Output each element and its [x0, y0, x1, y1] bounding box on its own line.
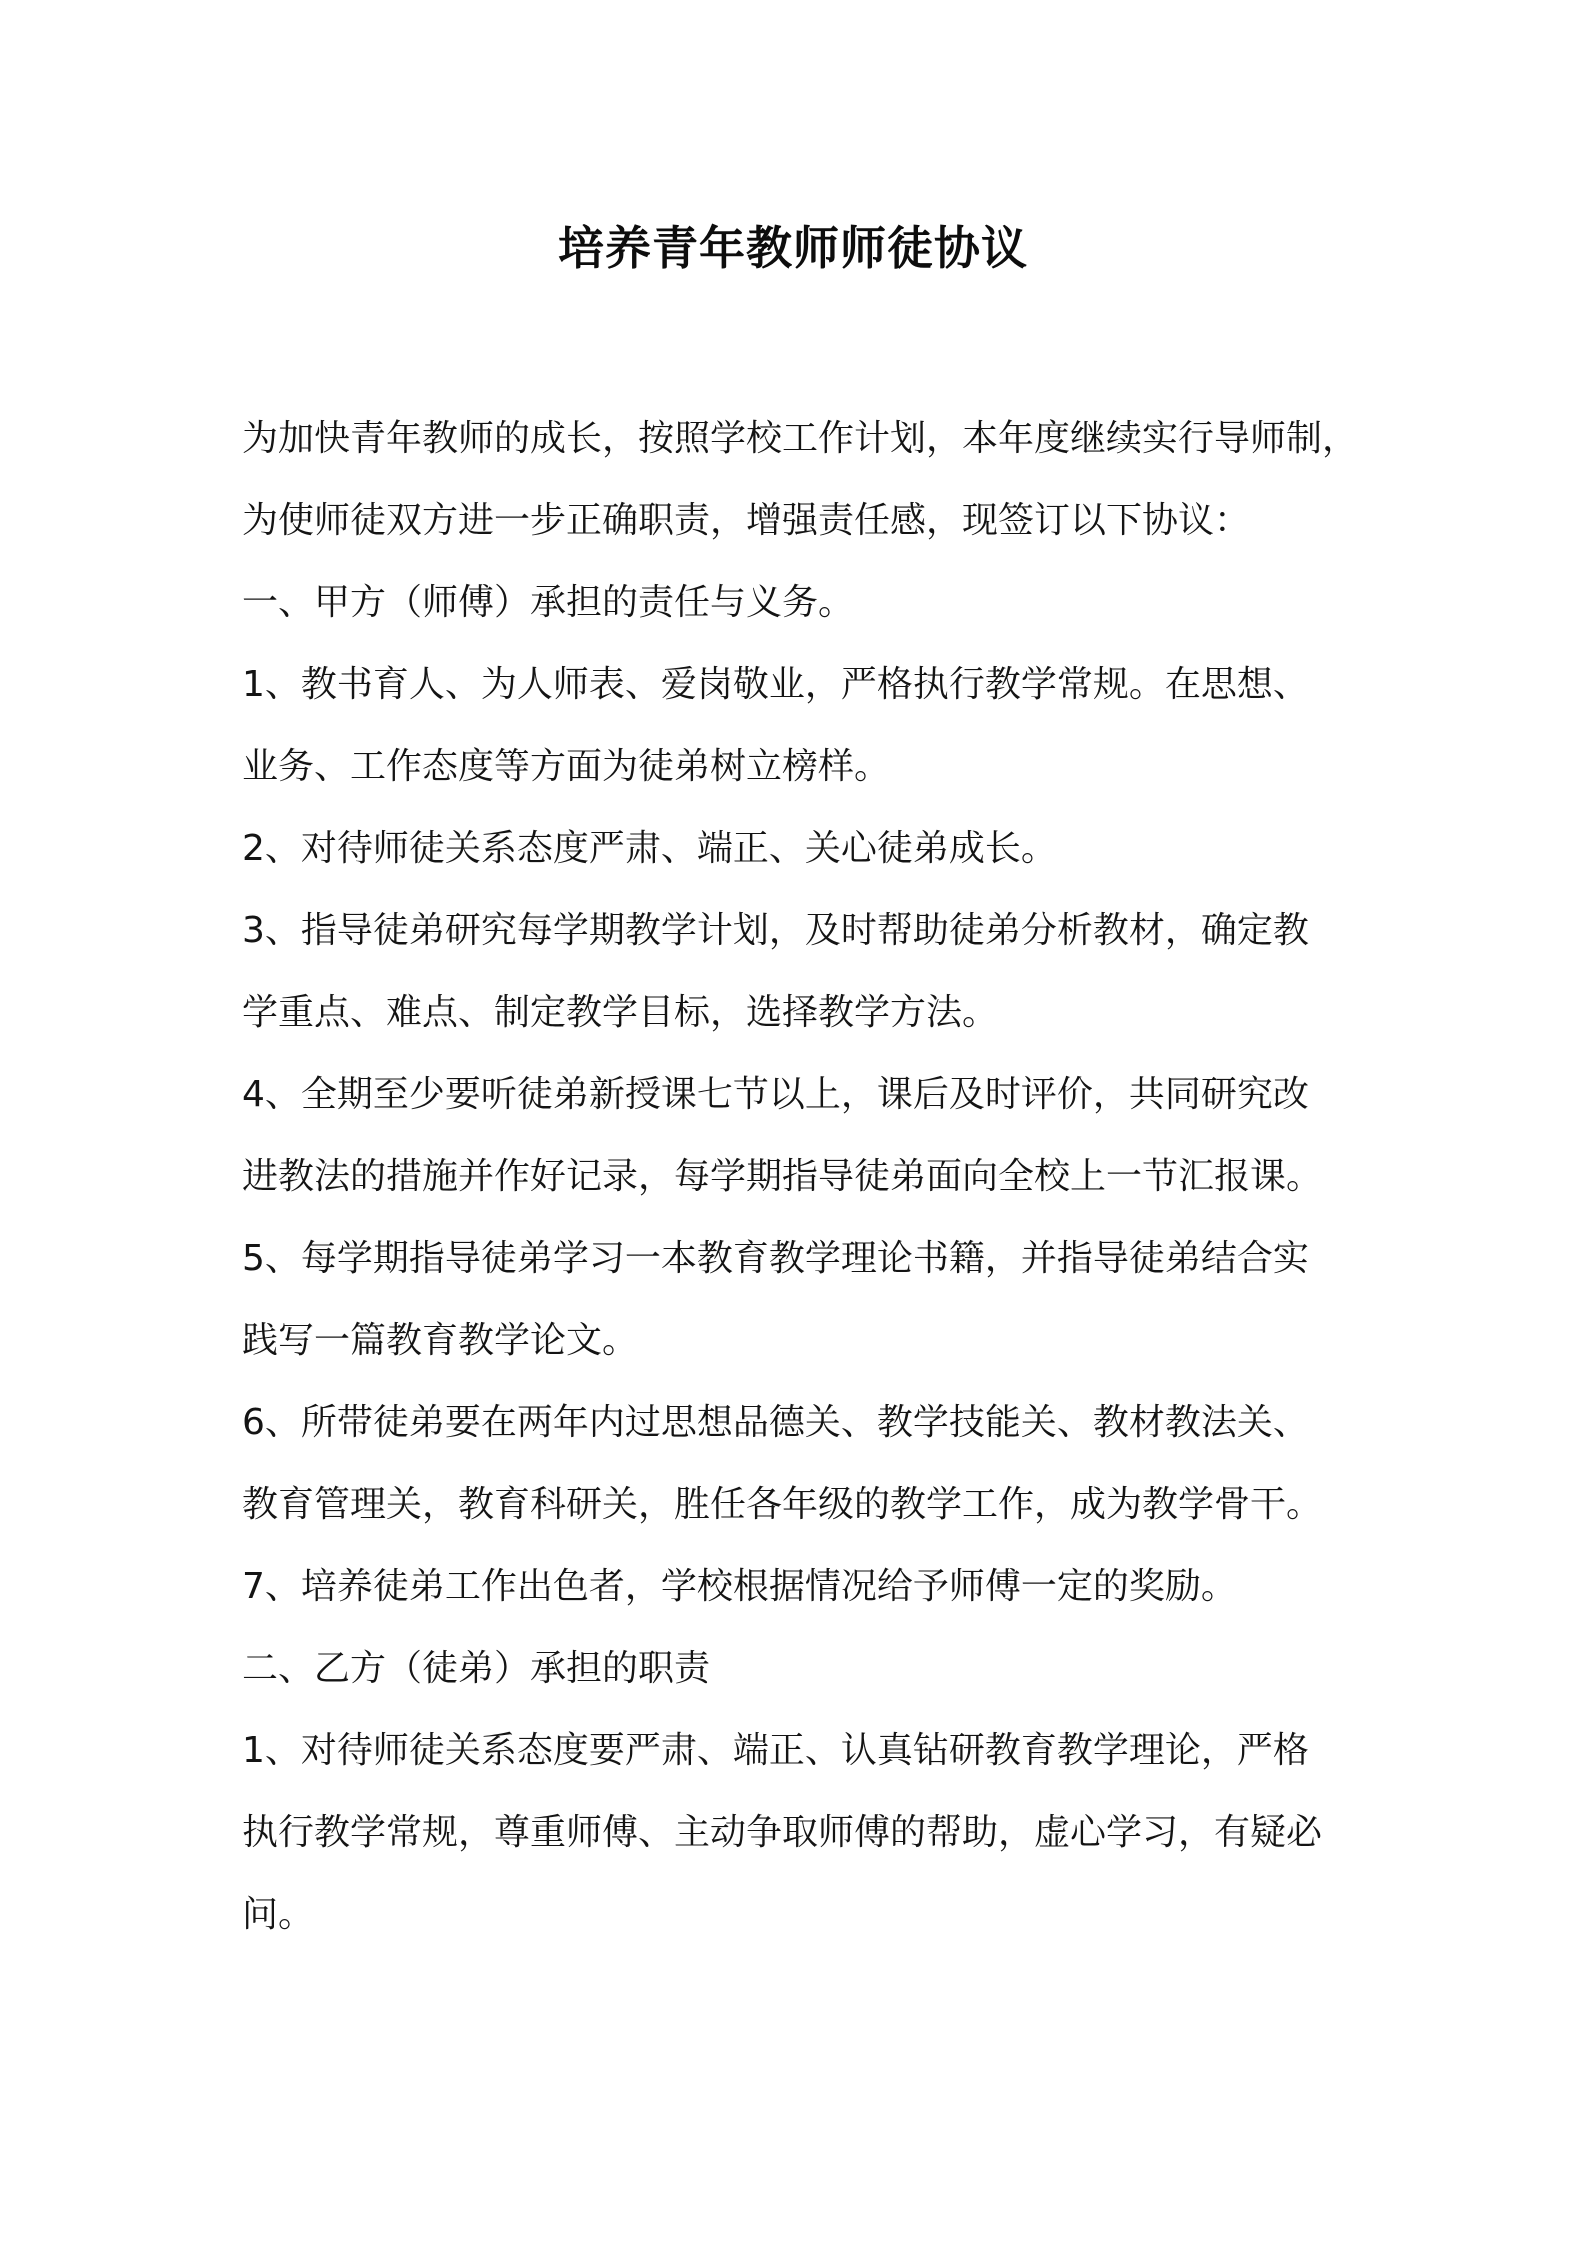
text-line: 学重点、难点、制定教学目标，选择教学方法。: [242, 992, 999, 1033]
text-line: 4、全期至少要听徒弟新授课七节以上，课后及时评价，共同研究改: [242, 1074, 1309, 1115]
text-line: 问。: [242, 1894, 315, 1935]
text-line: 为加快青年教师的成长，按照学校工作计划，本年度继续实行导师制，: [242, 418, 1359, 459]
text-line: 6、所带徒弟要在两年内过思想品德关、教学技能关、教材教法关、: [242, 1402, 1309, 1443]
text-line: 执行教学常规，尊重师傅、主动争取师傅的帮助，虚心学习，有疑必: [242, 1812, 1323, 1853]
section-heading-party-a: 一、甲方（师傅）承担的责任与义务。: [242, 582, 855, 623]
text-line: 1、教书育人、为人师表、爱岗敬业，严格执行教学常规。在思想、: [242, 664, 1309, 705]
text-line: 5、每学期指导徒弟学习一本教育教学理论书籍，并指导徒弟结合实: [242, 1238, 1309, 1279]
text-line: 为使师徒双方进一步正确职责，增强责任感，现签订以下协议：: [242, 500, 1251, 541]
text-line: 2、对待师徒关系态度严肃、端正、关心徒弟成长。: [242, 828, 1057, 869]
document-body: [242, 398, 1357, 1956]
text-line: 7、培养徒弟工作出色者，学校根据情况给予师傅一定的奖励。: [242, 1566, 1237, 1607]
text-line: 践写一篇教育教学论文。: [242, 1320, 639, 1361]
text-line: 进教法的措施并作好记录，每学期指导徒弟面向全校上一节汇报课。: [242, 1156, 1323, 1197]
text-line: 教育管理关，教育科研关，胜任各年级的教学工作，成为教学骨干。: [242, 1484, 1323, 1525]
section-heading-party-b: 二、乙方（徒弟）承担的职责: [242, 1648, 711, 1689]
document-title: 培养青年教师师徒协议: [558, 221, 1028, 275]
text-line: 业务、工作态度等方面为徒弟树立榜样。: [242, 746, 891, 787]
text-line: 3、指导徒弟研究每学期教学计划，及时帮助徒弟分析教材，确定教: [242, 910, 1309, 951]
text-line: 1、对待师徒关系态度要严肃、端正、认真钻研教育教学理论，严格: [242, 1730, 1309, 1771]
